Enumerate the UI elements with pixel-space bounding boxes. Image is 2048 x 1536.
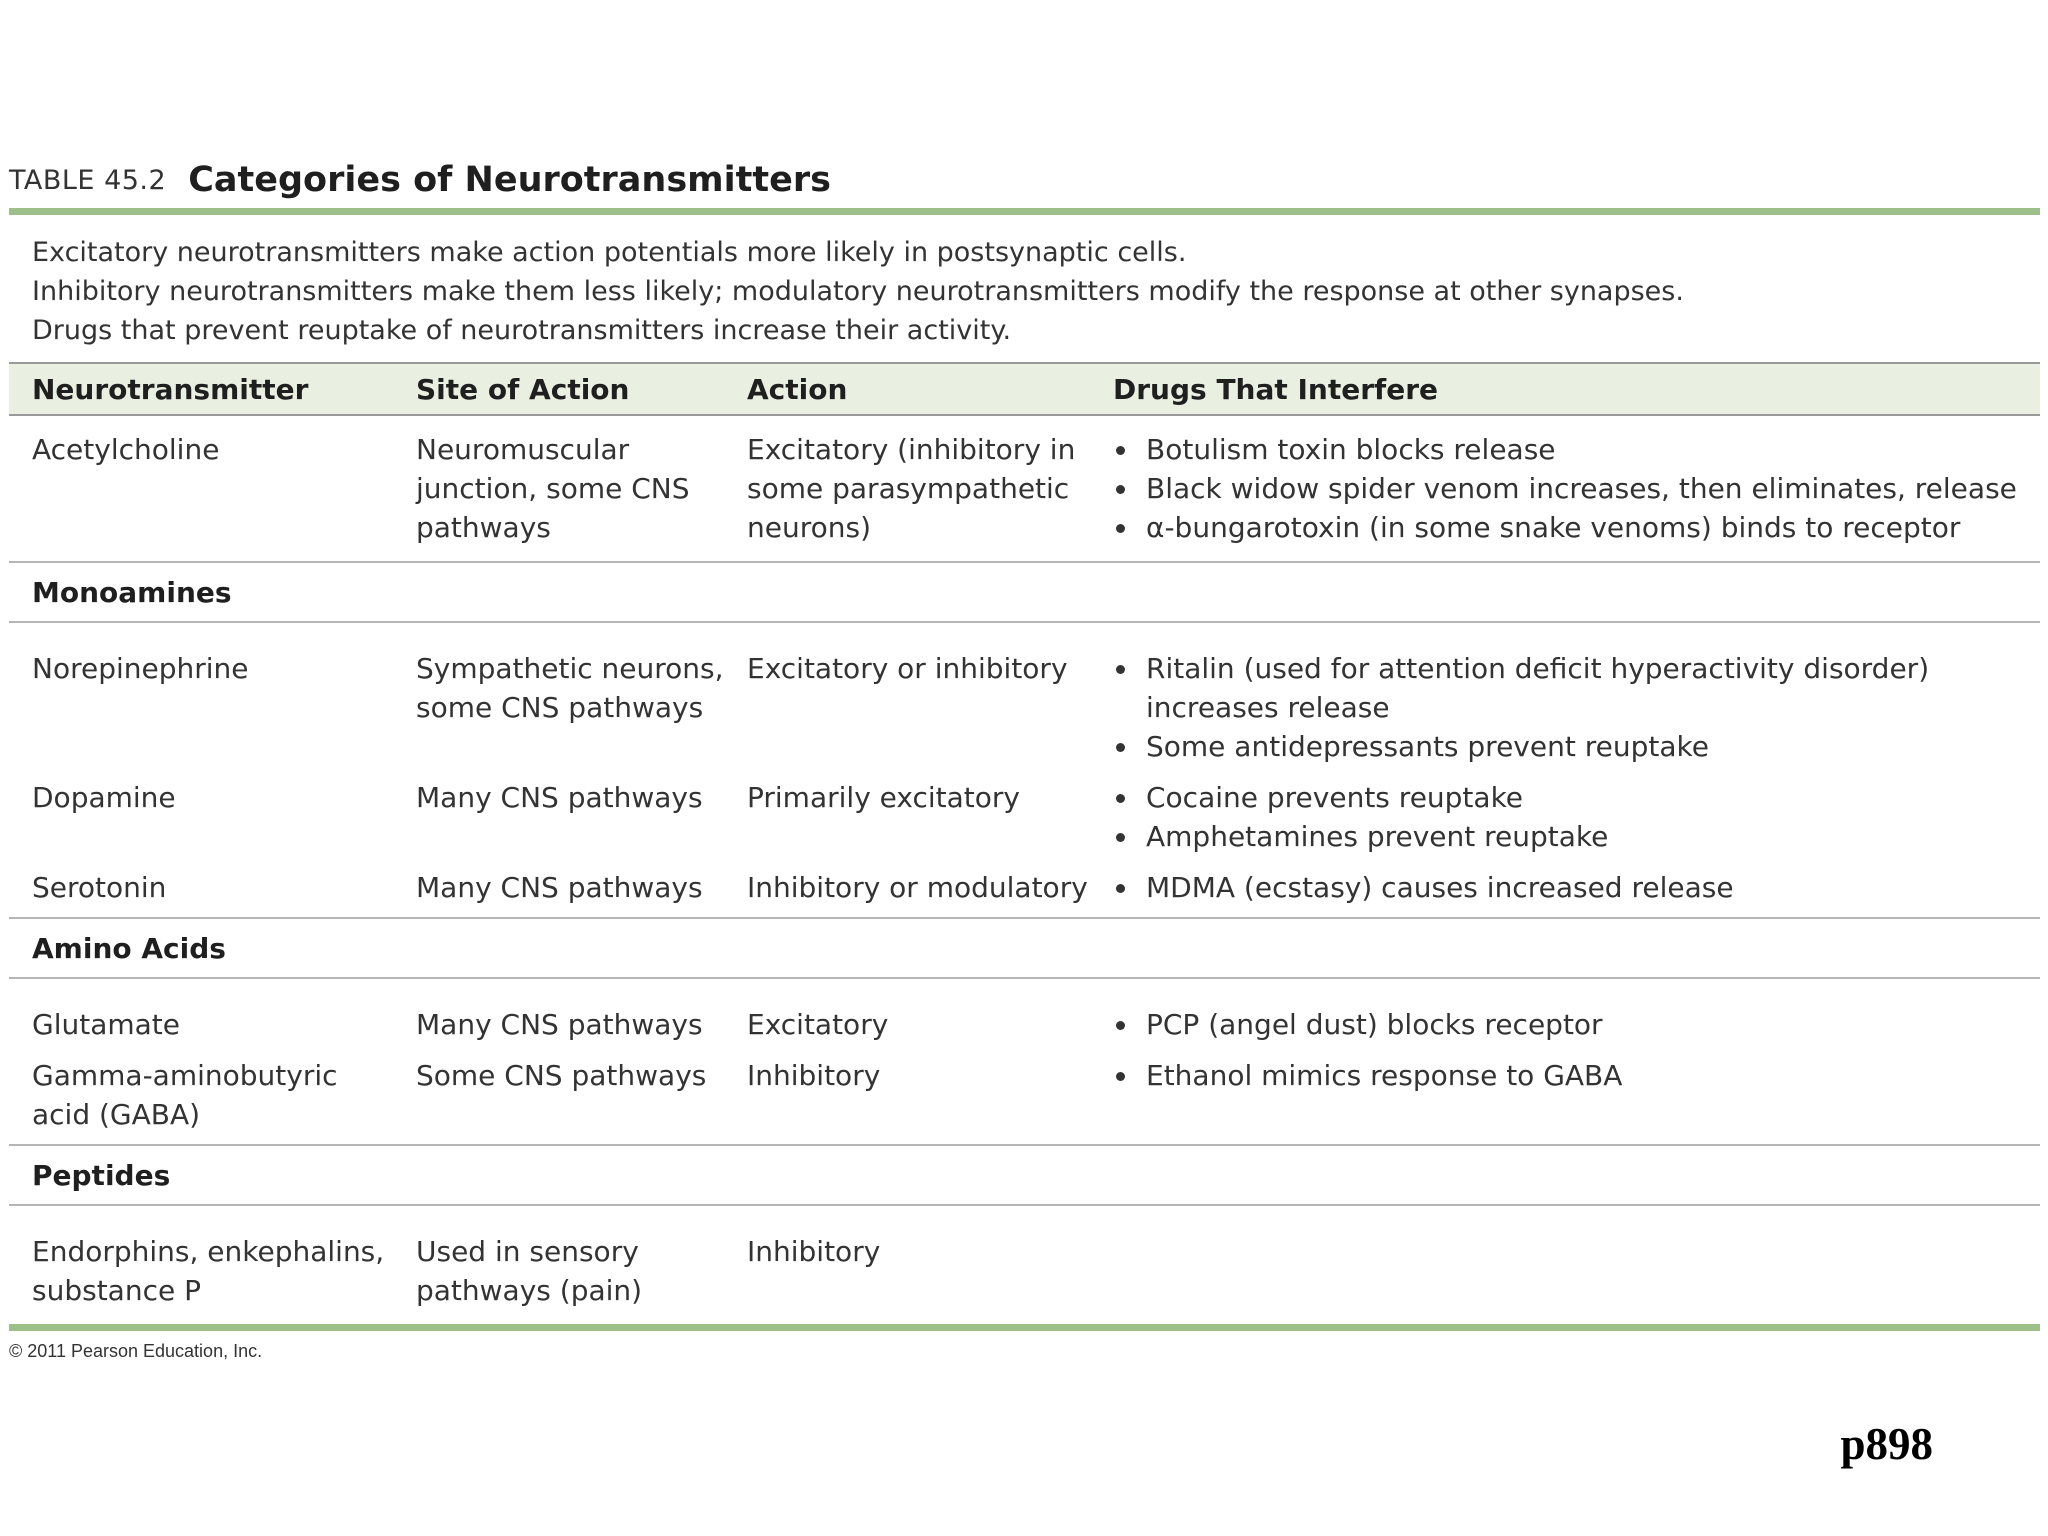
cell-name: Glutamate bbox=[32, 1008, 180, 1041]
cell-action: Excitatory bbox=[747, 1008, 889, 1041]
table-row-peptides bbox=[9, 1205, 2040, 1310]
cell-site: Many CNS pathways bbox=[416, 871, 703, 904]
table-row-gaba bbox=[9, 1044, 2040, 1145]
drug-list-item: Cocaine prevents reuptake bbox=[1113, 778, 2040, 817]
cell-site: Many CNS pathways bbox=[416, 781, 703, 814]
column-header-neurotransmitter: Neurotransmitter bbox=[9, 363, 393, 415]
cell-drugs bbox=[1090, 856, 2040, 918]
cell-action: Inhibitory bbox=[747, 1059, 881, 1092]
cell-action: Inhibitory or modulatory bbox=[747, 871, 1088, 904]
cell-drugs bbox=[1090, 766, 2040, 856]
cell-site: Sympathetic neurons, some CNS pathways bbox=[416, 652, 724, 724]
drug-list-item: Black widow spider venom increases, then eliminates, release bbox=[1113, 469, 2040, 508]
table-row-glutamate bbox=[9, 978, 2040, 1044]
table-title: Categories of Neurotransmitters bbox=[188, 160, 831, 200]
cell-site: Neuromuscular junction, some CNS pathways bbox=[416, 433, 690, 544]
cell-drugs bbox=[1090, 1205, 2040, 1310]
section-row-monoamines bbox=[9, 562, 2040, 622]
drug-list bbox=[1113, 1005, 2040, 1044]
section-label: Peptides bbox=[9, 1145, 2040, 1205]
copyright-notice: © 2011 Pearson Education, Inc. bbox=[9, 1341, 263, 1361]
intro-line-excitatory: Excitatory neurotransmitters make action potentials more likely in postsynaptic cells. bbox=[32, 237, 1187, 268]
intro-line-reuptake: Drugs that prevent reuptake of neurotransmitters increase their activity. bbox=[32, 315, 1012, 346]
bottom-rule bbox=[9, 1324, 2040, 1331]
table-intro bbox=[9, 215, 2040, 362]
column-header-action: Action bbox=[724, 363, 1090, 415]
section-row-peptides bbox=[9, 1145, 2040, 1205]
drug-list-item: Amphetamines prevent reuptake bbox=[1113, 817, 2040, 856]
drug-list bbox=[1113, 778, 2040, 856]
table-row-norepinephrine bbox=[9, 622, 2040, 766]
cell-action: Inhibitory bbox=[747, 1235, 881, 1268]
drug-list bbox=[1113, 1056, 2040, 1095]
cell-action: Primarily excitatory bbox=[747, 781, 1020, 814]
drug-list-item: Ethanol mimics response to GABA bbox=[1113, 1056, 2040, 1095]
section-label: Monoamines bbox=[9, 562, 2040, 622]
column-header-site-of-action: Site of Action bbox=[393, 363, 724, 415]
table-container bbox=[9, 146, 2040, 1362]
cell-action: Excitatory (inhibitory in some parasympathetic neurons) bbox=[747, 433, 1076, 544]
drug-list-item: PCP (angel dust) blocks receptor bbox=[1113, 1005, 2040, 1044]
cell-site: Used in sensory pathways (pain) bbox=[416, 1235, 643, 1307]
intro-line-inhibitory: Inhibitory neurotransmitters make them less likely; modulatory neurotransmitters modify the response at other synapses. bbox=[32, 276, 1684, 307]
page-number: p898 bbox=[1840, 1419, 1933, 1469]
table-title-row bbox=[9, 146, 2040, 215]
column-header-drugs: Drugs That Interfere bbox=[1090, 363, 2040, 415]
table-row-acetylcholine bbox=[9, 415, 2040, 562]
drug-list-item: α-bungarotoxin (in some snake venoms) binds to receptor bbox=[1113, 508, 2040, 547]
cell-name: Endorphins, enkephalins, substance P bbox=[32, 1235, 385, 1307]
table-header-row bbox=[9, 363, 2040, 415]
neurotransmitter-table bbox=[9, 362, 2040, 1310]
cell-action: Excitatory or inhibitory bbox=[747, 652, 1068, 685]
drug-list-item: Botulism toxin blocks release bbox=[1113, 430, 2040, 469]
drug-list-item: Some antidepressants prevent reuptake bbox=[1113, 727, 2040, 766]
section-label: Amino Acids bbox=[9, 918, 2040, 978]
drug-list-item: Ritalin (used for attention deficit hyperactivity disorder) increases release bbox=[1113, 649, 2040, 727]
cell-drugs bbox=[1090, 978, 2040, 1044]
cell-name: Serotonin bbox=[32, 871, 167, 904]
table-row-serotonin bbox=[9, 856, 2040, 918]
cell-drugs bbox=[1090, 622, 2040, 766]
cell-name: Norepinephrine bbox=[32, 652, 249, 685]
cell-name: Acetylcholine bbox=[32, 433, 220, 466]
cell-site: Many CNS pathways bbox=[416, 1008, 703, 1041]
drug-list bbox=[1113, 649, 2040, 766]
cell-name: Dopamine bbox=[32, 781, 176, 814]
cell-site: Some CNS pathways bbox=[416, 1059, 707, 1092]
cell-name: Gamma-aminobutyric acid (GABA) bbox=[32, 1059, 338, 1131]
drug-list bbox=[1113, 868, 2040, 907]
table-number: TABLE 45.2 bbox=[9, 165, 167, 196]
section-row-amino-acids bbox=[9, 918, 2040, 978]
cell-drugs bbox=[1090, 1044, 2040, 1145]
drug-list bbox=[1113, 430, 2040, 547]
table-row-dopamine bbox=[9, 766, 2040, 856]
cell-drugs bbox=[1090, 415, 2040, 562]
drug-list-item: MDMA (ecstasy) causes increased release bbox=[1113, 868, 2040, 907]
